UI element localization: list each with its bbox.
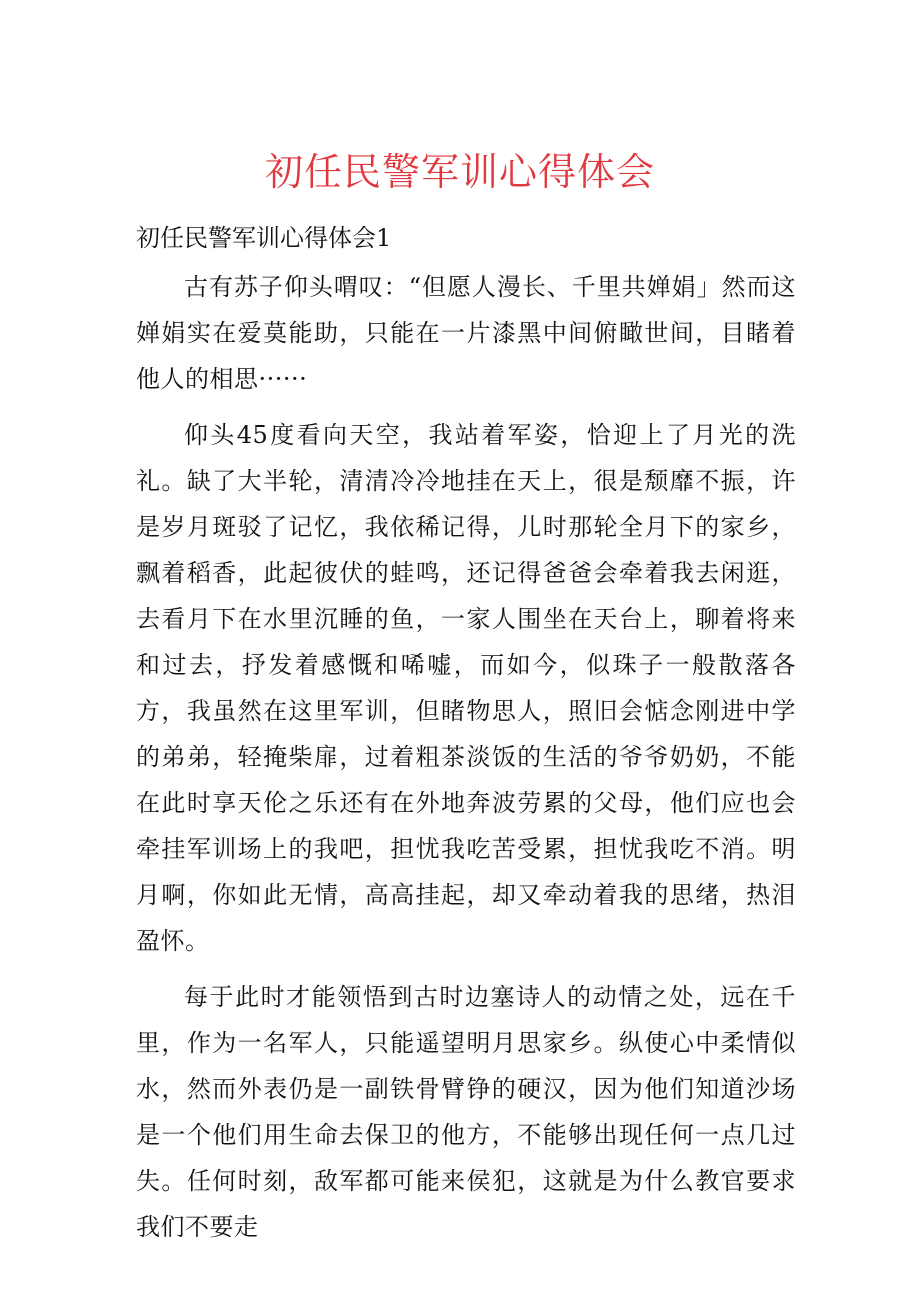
section-heading: 初任民警军训心得体会1 xyxy=(136,224,392,252)
document-body xyxy=(136,264,796,1260)
document-title: 初任民警军训心得体会 xyxy=(264,150,655,194)
paragraph-3: 每于此时才能领悟到古时边塞诗人的动情之处，远在千里，作为一名军人，只能遥望明月思家乡。纵使心中柔情似水，然而外表仍是一副铁骨臂铮的硬汉，因为他们知道沙场是一个他们用生命去保卫的他方，不能够出现任何一点几过失。任何时刻，敌军都可能来侯犯，这就是为什么教官要求我们不要走 xyxy=(136,983,796,1241)
paragraph-1: 古有苏子仰头喟叹：“但愿人漫长、千里共婵娟」然而这婵娟实在爱莫能助，只能在一片漆黑中间俯瞰世间，目睹着他人的相思······ xyxy=(136,273,796,393)
paragraph-2: 仰头45度看向天空，我站着军姿，恰迎上了月光的洗礼。缺了大半轮，清清冷冷地挂在天上，很是颓靡不振，许是岁月斑驳了记忆，我依稀记得，儿时那轮全月下的家乡，飘着稻香，此起彼伏的蛙鸣，还记得爸爸会牵着我去闲逛，去看月下在水里沉睡的鱼，一家人围坐在天台上，聊着将来和过去，抒发着感慨和唏嘘，而如今，似珠子一般散落各方，我虽然在这里军训，但睹物思人，照旧会惦念刚进中学的弟弟，轻掩柴扉，过着粗茶淡饭的生活的爷爷奶奶，不能在此时享天伦之乐还有在外地奔波劳累的父母，他们应也会牵挂军训场上的我吧，担忧我吃苦受累，担忧我吃不消。明月啊，你如此无情，高高挂起，却又牵动着我的思绪，热泪盈怀。 xyxy=(136,421,796,955)
